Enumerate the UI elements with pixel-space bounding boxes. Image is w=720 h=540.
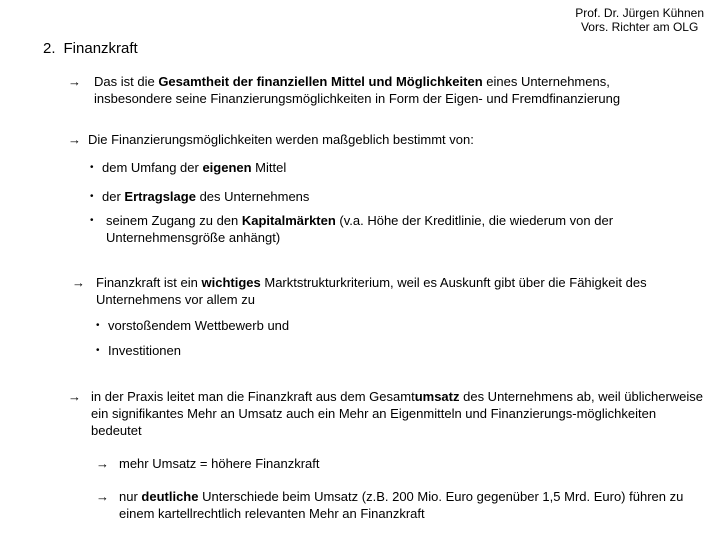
arrow-icon: → <box>68 132 81 147</box>
text-part: des Unternehmens <box>195 189 310 204</box>
author-block <box>575 6 704 34</box>
bullet-icon: • <box>96 345 100 356</box>
bullet-item-investments <box>96 342 656 359</box>
text-emphasis: wichtiges <box>201 275 261 290</box>
item-text <box>94 73 678 107</box>
section-title: Finanzkraft <box>63 40 138 57</box>
bullet-item-capital-markets <box>90 212 670 246</box>
bullet-item-equity <box>90 159 650 176</box>
text-part: eines Unternehmens, insbesondere seine Finanzierungsmöglichkeiten in Form der Eigen- und Fremdfinanzierung <box>94 74 621 106</box>
item-text: Die Finanzierungsmöglichkeiten werden maßgeblich bestimmt von: <box>88 132 474 147</box>
item-text <box>106 212 670 246</box>
text-part: des Unternehmens ab, weil üblicherweise ein signifikantes Mehr an Umsatz auch ein Mehr an Eigenmitteln und Finanzierungs-möglichkeiten bedeutet <box>91 389 704 438</box>
text-part: in der Praxis leitet man die Finanzkraft aus dem Gesamt <box>91 389 415 404</box>
text-part: Mittel <box>251 160 287 175</box>
text-part: Unterschiede beim Umsatz (z.B. 200 Mio. Euro gegenüber 1,5 Mrd. Euro) führen zu einem kartellrechtlich relevanten Mehr an Finanzkraft <box>119 489 684 521</box>
arrow-icon: → <box>96 456 109 471</box>
arrow-icon: → <box>72 275 85 290</box>
text-part: nur <box>119 489 142 504</box>
bullet-icon: • <box>90 215 94 226</box>
arrow-icon: → <box>96 489 109 504</box>
section-number: 2. <box>43 40 56 57</box>
text-emphasis: Kapitalmärkten <box>241 213 336 228</box>
item-text <box>119 488 696 522</box>
text-part: der <box>102 189 125 204</box>
text-part: Marktstrukturkriterium, weil es Auskunft gibt über die Fähigkeit des Unternehmens vor allem zu <box>96 275 647 307</box>
text-emphasis: umsatz <box>414 389 460 404</box>
arrow-item-significant-difference <box>96 488 696 522</box>
item-text <box>91 388 708 439</box>
item-text: mehr Umsatz = höhere Finanzkraft <box>119 456 320 471</box>
arrow-item-market-criterion <box>72 274 692 308</box>
text-part: Finanzkraft ist ein <box>96 275 202 290</box>
item-text: Investitionen <box>108 343 181 358</box>
arrow-icon: → <box>68 74 81 89</box>
text-part: seinem Zugang zu den <box>106 213 242 228</box>
bullet-icon: • <box>90 191 94 202</box>
text-part: Das ist die <box>94 74 159 89</box>
bullet-item-earnings <box>90 188 650 205</box>
text-emphasis: deutliche <box>141 489 199 504</box>
item-text <box>102 188 650 205</box>
arrow-icon: → <box>68 389 81 404</box>
bullet-item-competition <box>96 317 656 334</box>
bullet-icon: • <box>96 320 100 331</box>
item-text <box>96 274 692 308</box>
author-title: Vors. Richter am OLG <box>580 20 699 34</box>
arrow-item-practice <box>68 388 708 439</box>
author-name: Prof. Dr. Jürgen Kühnen <box>575 6 704 20</box>
arrow-item-determinants <box>68 131 678 148</box>
arrow-item-definition <box>68 73 678 107</box>
arrow-item-revenue-rule <box>96 455 676 472</box>
bullet-icon: • <box>90 162 94 173</box>
section-heading <box>43 40 138 58</box>
text-emphasis: Ertragslage <box>124 189 196 204</box>
item-text: vorstoßendem Wettbewerb und <box>108 318 290 333</box>
text-emphasis: eigenen <box>202 160 252 175</box>
item-text <box>102 159 650 176</box>
text-emphasis: Gesamtheit der finanziellen Mittel und Möglichkeiten <box>158 74 483 89</box>
text-part: dem Umfang der <box>102 160 203 175</box>
text-part: (v.a. Höhe der Kreditlinie, die wiederum von der Unternehmensgröße anhängt) <box>106 213 614 245</box>
